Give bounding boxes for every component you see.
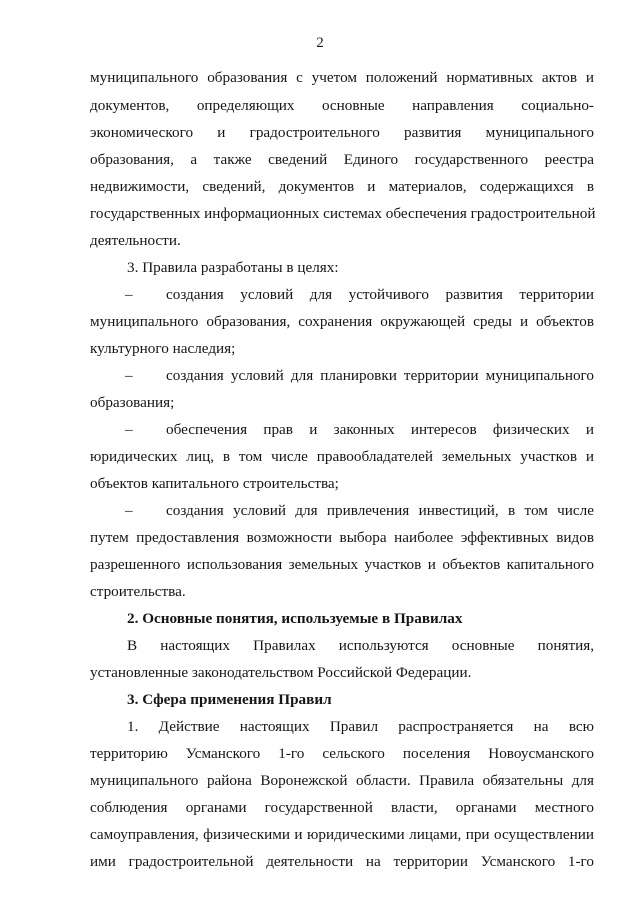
dash-marker: – <box>125 502 133 519</box>
text-line: установленные законодательством Российской Федерации. <box>90 664 472 681</box>
page-number: 2 <box>316 35 324 51</box>
text-line: юридических лиц, в том числе правообладателей земельных участков и <box>90 448 594 465</box>
dash-marker: – <box>125 367 133 384</box>
text-line: самоуправления, физическими и юридическими лицами, при осуществлении <box>90 826 594 843</box>
text-line: муниципального образования с учетом положений нормативных актов и <box>90 69 594 86</box>
text-line: строительства. <box>90 583 186 600</box>
text-line: образования; <box>90 394 175 411</box>
text-line: разрешенного использования земельных участков и объектов капитального <box>90 556 594 573</box>
text-line: 1. Действие настоящих Правил распространяется на всю <box>127 718 594 735</box>
text-line: путем предоставления возможности выбора наиболее эффективных видов <box>90 529 594 546</box>
dash-marker: – <box>125 421 133 438</box>
text-line: образования, а также сведений Единого государственного реестра <box>90 151 594 168</box>
text-line: В настоящих Правилах используются основные понятия, <box>127 637 594 654</box>
text-line: культурного наследия; <box>90 340 236 357</box>
text-line: документов, определяющих основные направления социально- <box>90 97 594 114</box>
text-line: деятельности. <box>90 232 181 249</box>
dash-marker: – <box>125 286 133 303</box>
text-line: территорию Усманского 1-го сельского поселения Новоусманского <box>90 745 594 762</box>
text-line: государственных информационных системах обеспечения градостроительной <box>90 205 596 222</box>
text-line: экономического и градостроительного развития муниципального <box>90 124 594 141</box>
text-line: соблюдения органами государственной власти, органами местного <box>90 799 594 816</box>
list-item-heading: 3. Правила разработаны в целях: <box>127 259 339 276</box>
text-line: обеспечения прав и законных интересов физических и <box>166 421 594 438</box>
text-line: муниципального образования, сохранения окружающей среды и объектов <box>90 313 594 330</box>
text-line: объектов капитального строительства; <box>90 475 339 492</box>
text-line: недвижимости, сведений, документов и материалов, содержащихся в <box>90 178 594 195</box>
section-heading: 3. Сфера применения Правил <box>127 691 332 708</box>
text-line: создания условий для планировки территории муниципального <box>166 367 594 384</box>
text-line: ими градостроительной деятельности на территории Усманского 1-го <box>90 853 594 870</box>
text-line: создания условий для привлечения инвестиций, в том числе <box>166 502 594 519</box>
section-heading: 2. Основные понятия, используемые в Правилах <box>127 610 463 627</box>
text-line: создания условий для устойчивого развития территории <box>166 286 594 303</box>
text-line: муниципального района Воронежской области. Правила обязательны для <box>90 772 594 789</box>
